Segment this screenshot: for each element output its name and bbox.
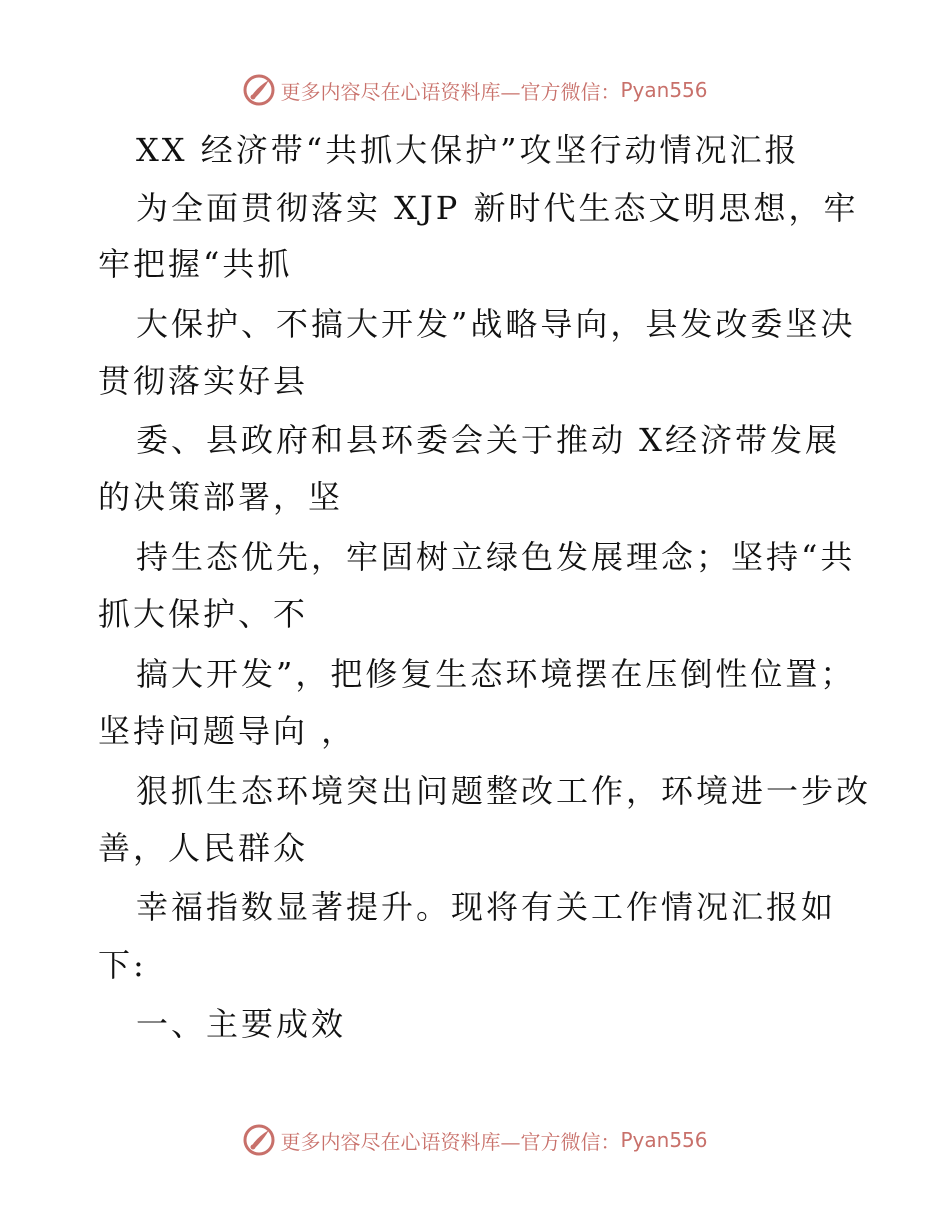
header-watermark: [0, 70, 950, 110]
watermark-wechat-id: Pyan556: [620, 1128, 708, 1152]
section-heading: 一、主要成效: [136, 1005, 347, 1043]
paragraph-line: 幸福指数显著提升。现将有关工作情况汇报如: [136, 888, 837, 926]
paragraph-line: 善，人民群众: [98, 829, 309, 867]
document-title: XX 经济带“共抓大保护”攻坚行动情况汇报: [136, 131, 800, 169]
paragraph-line: 贯彻落实好县: [98, 362, 309, 400]
paragraph-line: 委、县政府和县环委会关于推动 X经济带发展: [136, 421, 840, 459]
paragraph-line: 持生态优先，牢固树立绿色发展理念；坚持“共: [136, 538, 856, 576]
paragraph-line: 狠抓生态环境突出问题整改工作，环境进一步改: [136, 772, 872, 810]
watermark-text: 更多内容尽在心语资料库—官方微信：: [280, 79, 621, 104]
paragraph-line: 大保护、不搞大开发”战略导向，县发改委坚决: [136, 305, 856, 343]
paragraph-line: 下:: [98, 946, 147, 984]
paragraph-line: 的决策部署，坚: [98, 478, 344, 516]
footer-watermark: [0, 1120, 950, 1160]
brush-logo-icon: [242, 73, 276, 107]
paragraph-line: 搞大开发”，把修复生态环境摆在压倒性位置；: [136, 655, 856, 693]
brush-logo-icon: [242, 1123, 276, 1157]
watermark-wechat-id: Pyan556: [620, 78, 708, 102]
paragraph-line: 坚持问题导向 ，: [98, 712, 357, 750]
paragraph-line: 为全面贯彻落实 XJP 新时代生态文明思想，牢: [136, 189, 859, 227]
paragraph-line: 抓大保护、不: [98, 595, 309, 633]
watermark-text: 更多内容尽在心语资料库—官方微信：: [280, 1129, 621, 1154]
paragraph-line: 牢把握“共抓: [98, 245, 293, 283]
